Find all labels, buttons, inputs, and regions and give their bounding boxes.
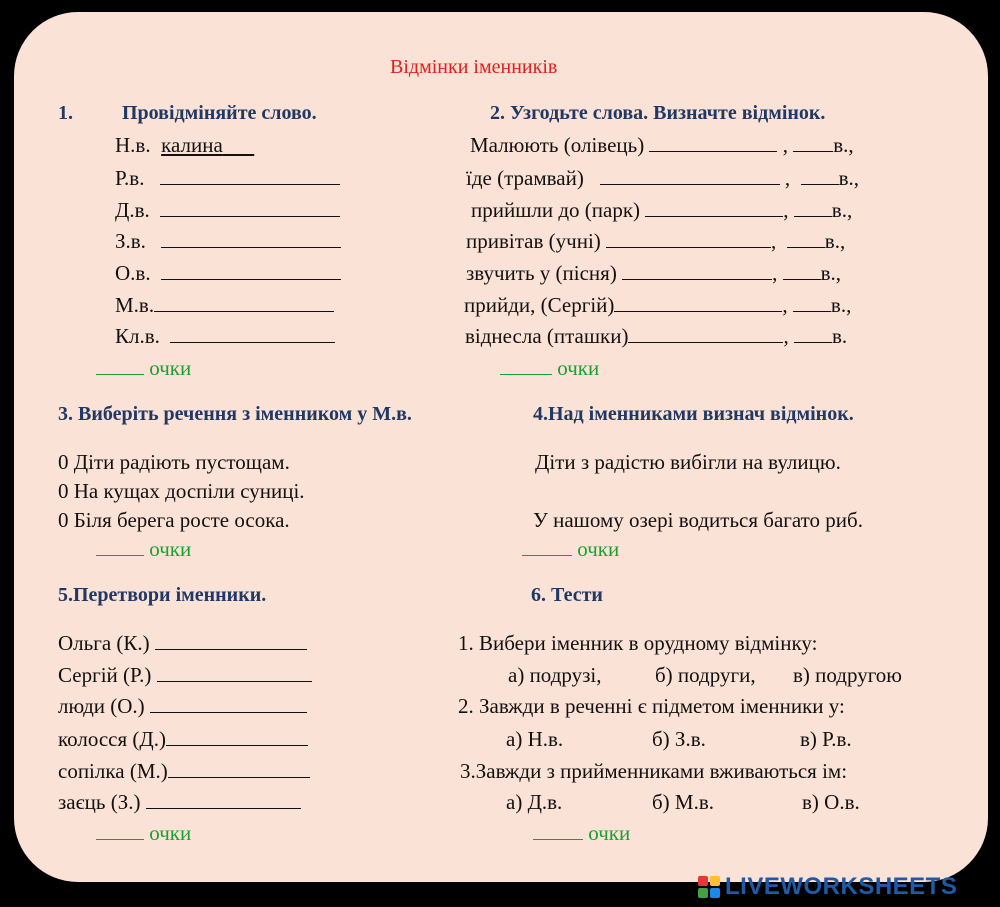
case-suffix: в., <box>838 166 859 190</box>
test2-option-b[interactable]: б) З.в. <box>652 727 706 751</box>
answer-blank[interactable] <box>614 294 782 312</box>
answer-blank[interactable] <box>161 262 341 280</box>
case-label: Кл.в. <box>115 324 160 348</box>
case-row-dative <box>115 198 340 223</box>
test3-option-c[interactable]: в) О.в. <box>802 790 860 814</box>
test2-option-c[interactable]: в) Р.в. <box>800 727 852 751</box>
case-label: Р.в. <box>115 166 145 190</box>
answer-blank[interactable] <box>155 632 307 650</box>
answer-blank[interactable] <box>606 230 771 248</box>
score-blank[interactable] <box>500 357 552 375</box>
case-row-locative <box>115 293 334 318</box>
case-label: Д.в. <box>115 198 150 222</box>
agree-phrase: прийшли до (парк) <box>471 198 641 222</box>
agree-phrase: привітав (учні) <box>466 229 601 253</box>
answer-blank[interactable] <box>622 262 772 280</box>
case-suffix: в., <box>833 133 854 157</box>
case-blank[interactable] <box>793 294 831 312</box>
sentence-1: Діти з радістю вибігли на вулицю. <box>535 450 841 474</box>
transform-row-5: сопілка (М.) <box>58 759 310 784</box>
case-row-vocative <box>115 324 335 349</box>
answer-blank[interactable] <box>157 664 312 682</box>
answer-blank[interactable] <box>166 728 308 746</box>
score-blank[interactable] <box>522 538 572 556</box>
agree-phrase: віднесла (пташки) <box>465 324 629 348</box>
transform-row-4: колосся (Д.) <box>58 727 308 752</box>
agree-row-1: Малюють (олівець) , в., <box>470 133 854 157</box>
answer-blank[interactable] <box>649 134 777 152</box>
test3-option-b[interactable]: б) М.в. <box>652 790 715 814</box>
case-blank[interactable] <box>793 134 833 152</box>
test1-option-c[interactable]: в) подругою <box>793 663 902 687</box>
case-row-accusative <box>115 229 341 254</box>
test-question-3: 3.Завжди з прийменниками вживаються ім: <box>460 759 848 783</box>
section3-score: очки <box>96 537 191 562</box>
score-blank[interactable] <box>533 822 583 840</box>
case-blank[interactable] <box>794 325 832 343</box>
section4-heading: 4.Над іменниками визнач відмінок. <box>533 403 854 425</box>
section6-heading: 6. Тести <box>531 584 603 606</box>
case-suffix: в., <box>831 198 853 222</box>
test-question-1: 1. Вибери іменник в орудному відмінку: <box>458 631 818 655</box>
case-row-instrumental <box>115 261 341 286</box>
section1-number: 1. <box>58 102 73 124</box>
agree-phrase: прийди, (Сергій) <box>464 293 615 317</box>
answer-blank[interactable] <box>161 230 341 248</box>
case-row-genitive <box>115 166 340 191</box>
liveworksheets-logo[interactable] <box>698 870 957 904</box>
answer-blank[interactable] <box>170 325 335 343</box>
answer-blank[interactable] <box>150 695 307 713</box>
section1-heading: Провідміняйте слово. <box>122 102 317 124</box>
section6-score: очки <box>533 821 630 846</box>
case-label: З.в. <box>115 229 146 253</box>
transform-row-2: Сергій (Р.) <box>58 663 312 688</box>
score-blank[interactable] <box>96 357 144 375</box>
agree-row-2: їде (трамвай) , в., <box>466 166 859 190</box>
agree-row-4: привітав (учні) , в., <box>466 229 846 253</box>
test2-option-a[interactable]: а) Н.в. <box>506 727 564 751</box>
agree-phrase: звучить у (пісня) <box>466 261 617 285</box>
case-label: М.в. <box>115 293 155 317</box>
case-blank[interactable] <box>794 199 832 217</box>
sentence-2: У нашому озері водиться багато риб. <box>533 508 863 532</box>
case-suffix: в., <box>820 261 841 285</box>
agree-row-6: прийди, (Сергій) , в., <box>464 293 852 317</box>
option-3[interactable]: 0 Біля берега росте осока. <box>58 508 290 532</box>
answer-blank[interactable] <box>160 199 340 217</box>
transform-row-1: Ольга (К.) <box>58 631 307 656</box>
case-blank[interactable] <box>787 230 825 248</box>
case-blank[interactable] <box>801 167 839 185</box>
option-2[interactable]: 0 На кущах доспіли суниці. <box>58 479 305 503</box>
case-row-nominative <box>115 133 254 158</box>
logo-text: LIVEWORKSHEETS <box>725 873 958 900</box>
agree-phrase: Малюють (олівець) <box>470 133 645 157</box>
answer-blank[interactable] <box>146 791 301 809</box>
case-suffix: в., <box>830 293 852 317</box>
answer-blank[interactable] <box>645 199 783 217</box>
case-label: Н.в. <box>115 133 151 157</box>
test1-option-b[interactable]: б) подруги, <box>655 663 756 687</box>
agree-row-3: прийшли до (парк) , в., <box>471 198 853 222</box>
transform-row-3: люди (О.) <box>58 694 307 719</box>
worksheet-title: Відмінки іменників <box>390 56 558 78</box>
case-blank[interactable] <box>783 262 821 280</box>
section5-heading: 5.Перетвори іменники. <box>58 584 267 606</box>
section2-score: очки <box>500 356 599 381</box>
section5-score: очки <box>96 821 191 846</box>
answer-blank[interactable] <box>160 167 340 185</box>
case-label: О.в. <box>115 261 151 285</box>
answer-blank[interactable] <box>600 167 780 185</box>
section4-score: очки <box>522 537 619 562</box>
logo-grid-icon <box>698 876 720 898</box>
transform-row-6: заєць (З.) <box>58 790 301 815</box>
answer-blank[interactable] <box>628 325 783 343</box>
section3-heading: 3. Виберіть речення з іменником у М.в. <box>58 403 412 425</box>
score-blank[interactable] <box>96 538 144 556</box>
agree-row-5: звучить у (пісня) , в., <box>466 261 841 285</box>
section2-heading: 2. Узгодьте слова. Визначте відмінок. <box>490 102 826 124</box>
test1-option-a[interactable]: а) подрузі, <box>508 663 602 687</box>
answer-blank[interactable] <box>168 760 310 778</box>
agree-phrase: їде (трамвай) <box>466 166 584 190</box>
answer-blank[interactable] <box>154 294 334 312</box>
case-suffix: в. <box>831 324 848 348</box>
option-1[interactable]: 0 Діти радіють пустощам. <box>58 450 290 474</box>
test-question-2: 2. Завжди в реченні є підметом іменники у: <box>458 694 845 718</box>
section1-score: очки <box>96 356 191 381</box>
case-suffix: в., <box>824 229 846 253</box>
case-answer: калина <box>161 133 223 157</box>
score-blank[interactable] <box>96 822 144 840</box>
test3-option-a[interactable]: а) Д.в. <box>506 790 563 814</box>
agree-row-7: віднесла (пташки) , в. <box>465 324 848 348</box>
